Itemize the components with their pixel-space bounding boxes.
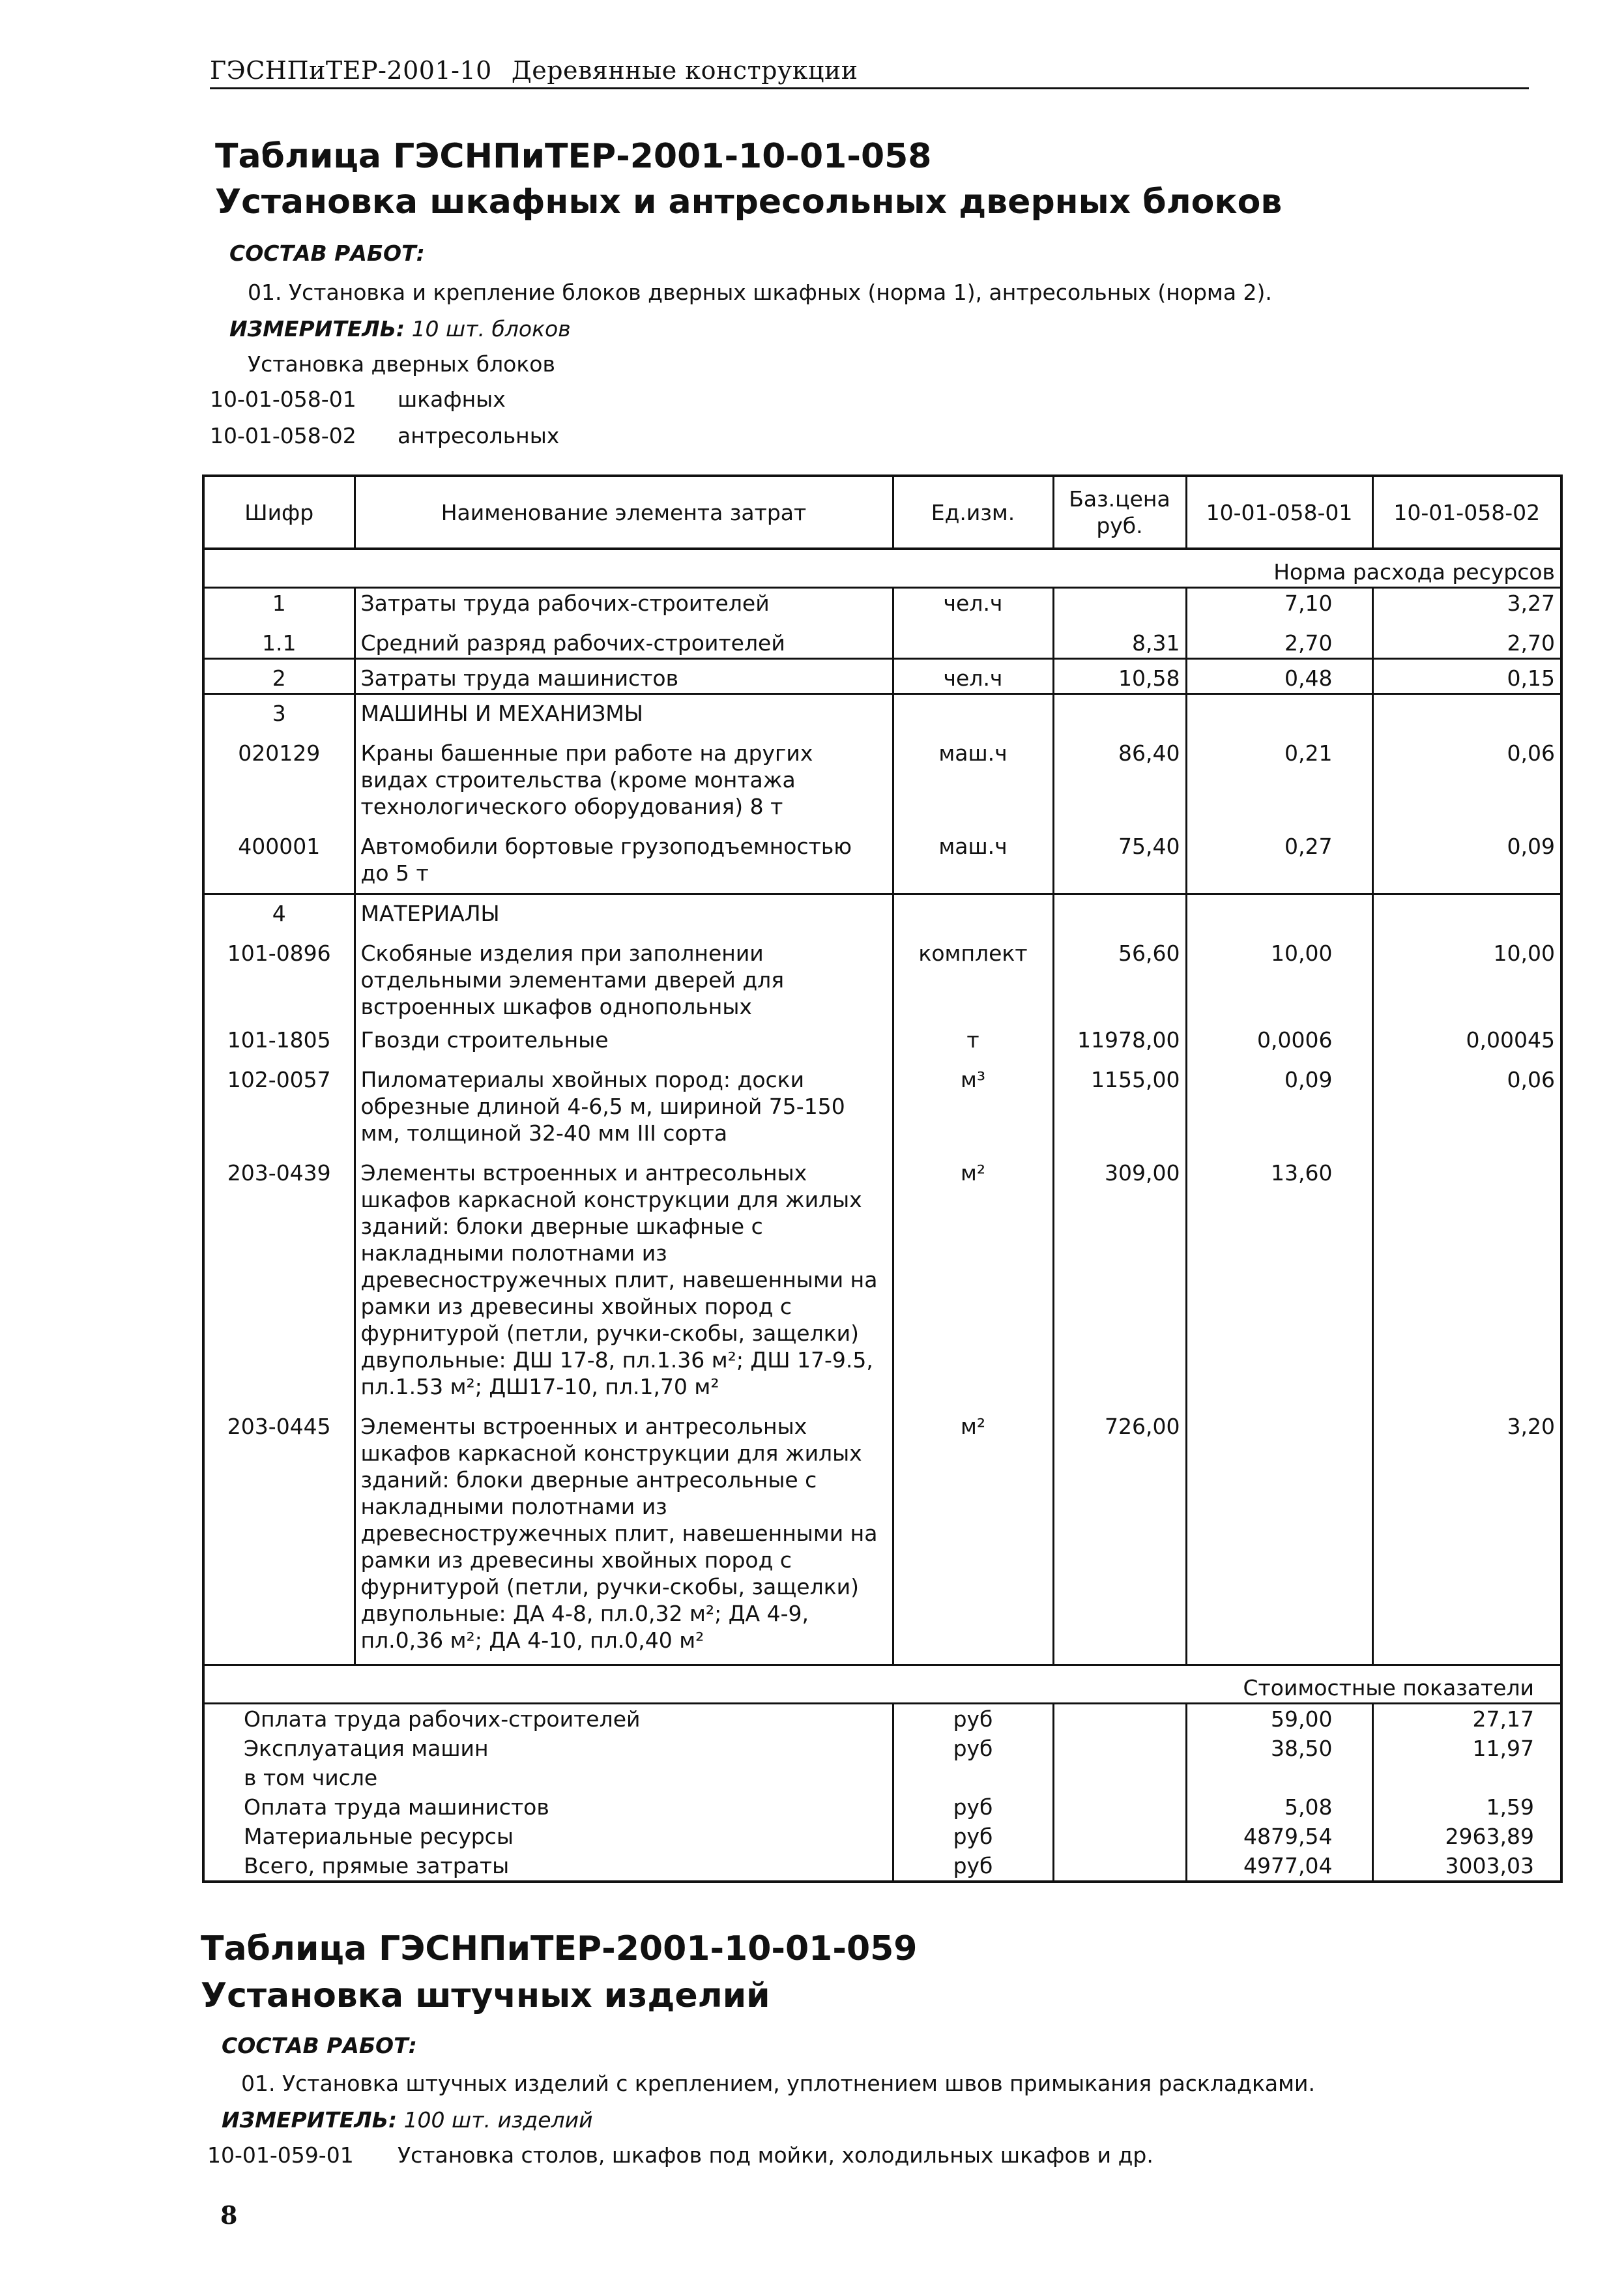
table-row: 1.1 Средний разряд рабочих-строителей 8,31 2,70 2,70 <box>203 618 1561 659</box>
table-059-norm-name: Установка столов, шкафов под мойки, холодильных шкафов и др. <box>398 2142 1153 2168</box>
header-price: Баз.цена руб. <box>1053 476 1186 549</box>
cost-row: Материальные ресурсы руб 4879,54 2963,89 <box>203 1822 1561 1851</box>
cost-caption-row <box>203 1665 1561 1704</box>
running-header <box>210 56 1529 89</box>
table-059-title: Таблица ГЭСНПиТЕР-2001-10-01-059 <box>201 1929 918 1968</box>
running-header-title: Деревянные конструкции <box>511 56 858 85</box>
running-header-code: ГЭСНПиТЕР-2001-10 <box>210 56 492 85</box>
table-058-title: Таблица ГЭСНПиТЕР-2001-10-01-058 <box>215 137 932 176</box>
cost-row: в том числе <box>203 1763 1561 1792</box>
table-058-measure-value: 10 шт. блоков <box>411 316 571 342</box>
header-name: Наименование элемента затрат <box>355 476 893 549</box>
page-number: 8 <box>220 2200 238 2230</box>
table-059-measure-value: 100 шт. изделий <box>403 2107 593 2133</box>
table-059-measure-label: ИЗМЕРИТЕЛЬ: <box>222 2107 398 2133</box>
cost-row: Оплата труда машинистов руб 5,08 1,59 <box>203 1792 1561 1822</box>
table-058-works-label: СОСТАВ РАБОТ: <box>229 241 425 266</box>
table-059-works-label: СОСТАВ РАБОТ: <box>222 2033 417 2058</box>
header-unit: Ед.изм. <box>893 476 1053 549</box>
table-058-group-label: Установка дверных блоков <box>248 351 555 377</box>
table-row: 020129 Краны башенные при работе на других видах строительства (кроме монтажа технологического оборудования) 8 т маш.ч 86,40 0,21 0,06 <box>203 728 1561 821</box>
table-row-section: 4 МАТЕРИАЛЫ <box>203 894 1561 929</box>
table-059-measure <box>222 2107 593 2134</box>
cost-row: Всего, прямые затраты руб 4977,04 3003,03 <box>203 1851 1561 1882</box>
table-058-norm-code-1: 10-01-058-01 <box>210 387 356 412</box>
table-row: 101-1805 Гвозди строительные т 11978,00 0,0006 0,00045 <box>203 1021 1561 1055</box>
table-058-subtitle: Установка шкафных и антресольных дверных блоков <box>215 182 1283 222</box>
norm-caption: Норма расхода ресурсов <box>203 549 1561 588</box>
table-058-norm-code-2: 10-01-058-02 <box>210 423 356 448</box>
table-header-row <box>203 476 1561 549</box>
table-059-works-text: 01. Установка штучных изделий с креплением, уплотнением швов примыкания раскладками. <box>241 2071 1315 2096</box>
cost-caption: Стоимостные показатели <box>203 1665 1561 1704</box>
table-row-section: 3 МАШИНЫ И МЕХАНИЗМЫ <box>203 694 1561 729</box>
table-row: 101-0896 Скобяные изделия при заполнении отдельными элементами дверей для встроенных шкафов однопольных комплект 56,60 10,00 10,00 <box>203 928 1561 1021</box>
table-059-norm-code: 10-01-059-01 <box>207 2142 354 2168</box>
table-row: 400001 Автомобили бортовые грузоподъемностью до 5 т маш.ч 75,40 0,27 0,09 <box>203 821 1561 894</box>
table-058-works-text: 01. Установка и крепление блоков дверных шкафных (норма 1), антресольных (норма 2). <box>248 280 1272 305</box>
table-058-norm-name-1: шкафных <box>398 387 506 412</box>
header-norm-1: 10-01-058-01 <box>1186 476 1372 549</box>
table-row: 203-0439 Элементы встроенных и антресольных шкафов каркасной конструкции для жилых зданий: блоки дверные шкафные с накладными полотнами из древесностружечных плит, навешенными на рамки из древесины хвойных пород с фурнитурой (петли, ручки-скобы, защелки) двупольные: ДШ 17-8, пл.1.36 м²; ДШ 17-9.5, пл.1.53 м²; ДШ17-10, пл.1,70 м² м² 309,00 13,60 <box>203 1148 1561 1401</box>
cost-row: Оплата труда рабочих-строителей руб 59,00 27,17 <box>203 1704 1561 1734</box>
resource-table-058 <box>202 474 1563 1883</box>
table-row: 1 Затраты труда рабочих-строителей чел.ч 7,10 3,27 <box>203 588 1561 619</box>
table-row: 203-0445 Элементы встроенных и антресольных шкафов каркасной конструкции для жилых зданий: блоки дверные антресольные с накладными полотнами из древесностружечных плит, навешенными на рамки из древесины хвойных пород с фурнитурой (петли, ручки-скобы, защелки) двупольные: ДА 4-8, пл.0,32 м²; ДА 4-9, пл.0,36 м²; ДА 4-10, пл.0,40 м² м² 726,00 3,20 <box>203 1401 1561 1665</box>
header-norm-2: 10-01-058-02 <box>1372 476 1561 549</box>
norm-caption-row <box>203 549 1561 588</box>
table-059-subtitle: Установка штучных изделий <box>201 1976 770 2015</box>
cost-row: Эксплуатация машин руб 38,50 11,97 <box>203 1734 1561 1763</box>
table-058-measure-label: ИЗМЕРИТЕЛЬ: <box>229 316 405 342</box>
table-row: 102-0057 Пиломатериалы хвойных пород: доски обрезные длиной 4-6,5 м, шириной 75-150 мм, толщиной 32-40 мм III сорта м³ 1155,00 0,09 0,06 <box>203 1055 1561 1148</box>
table-058-norm-name-2: антресольных <box>398 423 560 448</box>
table-058-measure <box>229 315 571 343</box>
table-row: 2 Затраты труда машинистов чел.ч 10,58 0,48 0,15 <box>203 659 1561 694</box>
header-code: Шифр <box>203 476 355 549</box>
